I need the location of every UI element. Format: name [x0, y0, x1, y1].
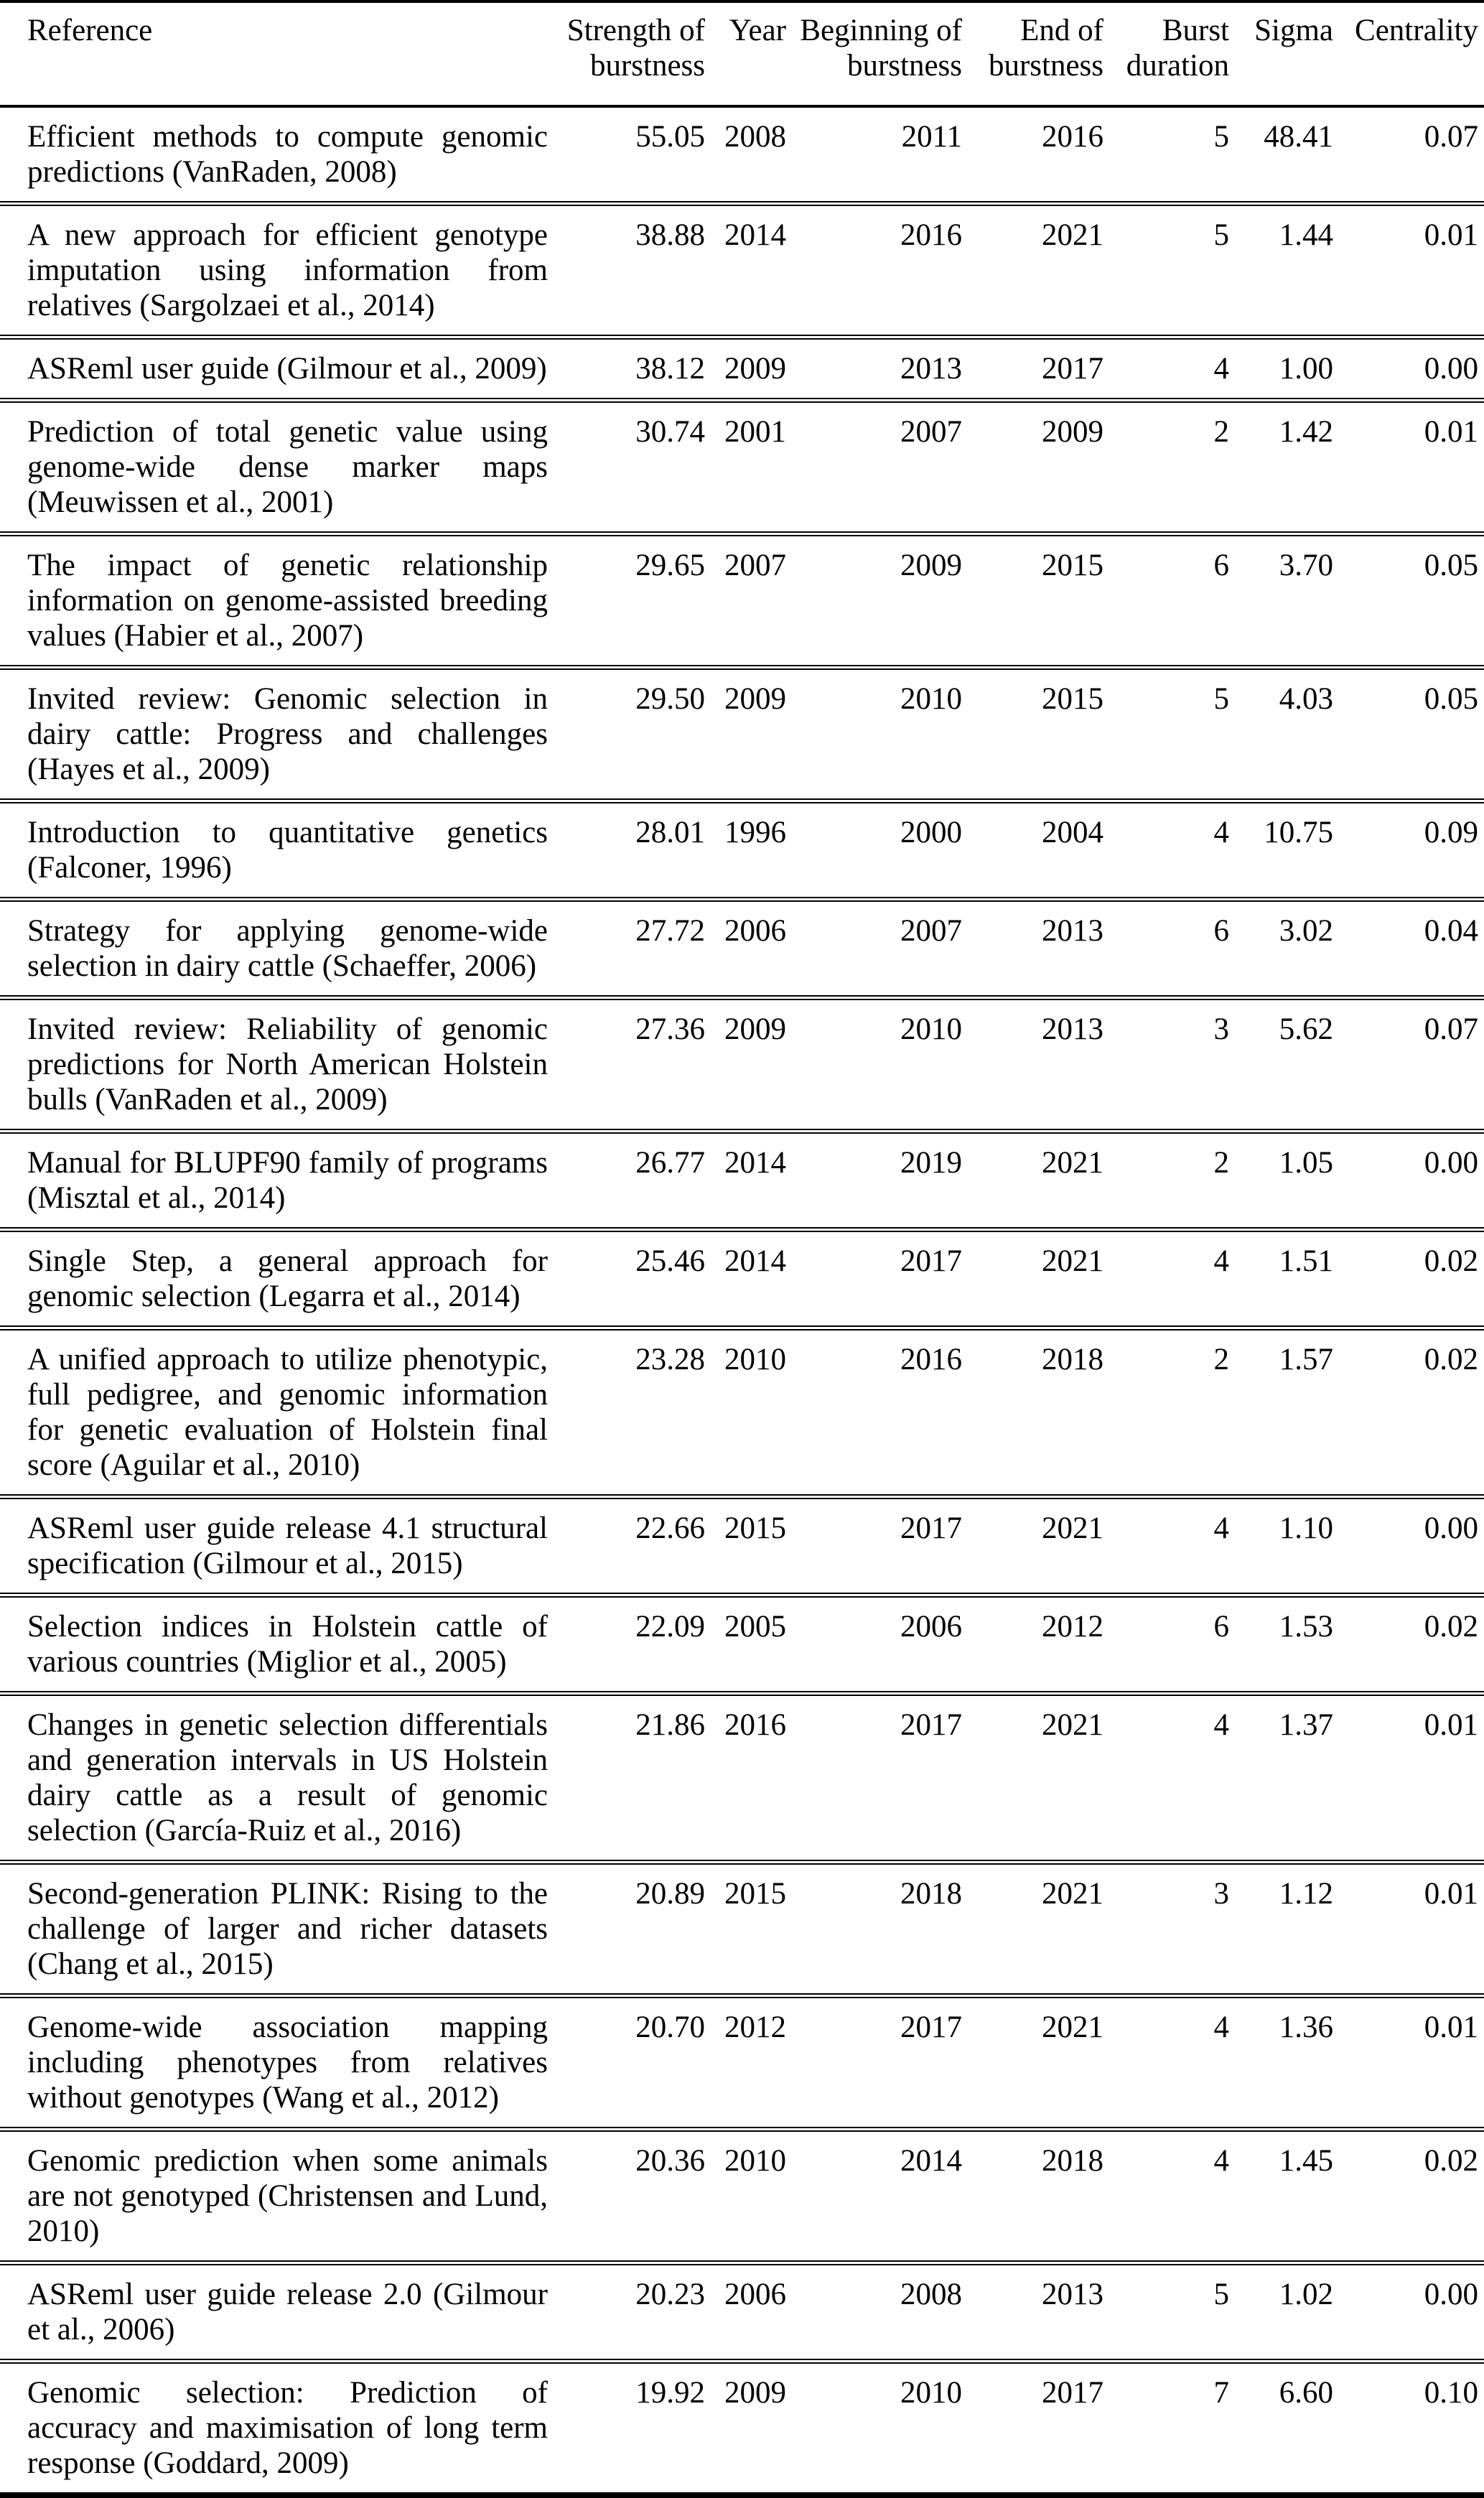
- cell-sigma: 1.37: [1229, 1694, 1333, 1863]
- cell-burst-duration: 5: [1103, 204, 1229, 337]
- table-row: [0, 668, 1484, 801]
- cell-centrality: 0.05: [1333, 534, 1484, 668]
- cell-beginning-of-burstness: 2016: [786, 204, 962, 337]
- cell-reference: Invited review: Reliability of genomic predictions for North American Holstein bulls (VanRaden et al., 2009): [0, 998, 561, 1132]
- cell-reference: Changes in genetic selection differentials and generation intervals in US Holstein dairy cattle as a result of genomic selection (García-Ruiz et al., 2016): [0, 1694, 561, 1863]
- column-header-reference: [0, 1, 561, 106]
- cell-centrality: 0.00: [1333, 1132, 1484, 1230]
- cell-beginning-of-burstness: 2013: [786, 337, 962, 401]
- column-header-sigma: [1229, 1, 1333, 106]
- cell-beginning-of-burstness: 2017: [786, 1497, 962, 1595]
- cell-end-of-burstness: 2021: [962, 1230, 1103, 1328]
- cell-beginning-of-burstness: 2017: [786, 1694, 962, 1863]
- cell-beginning-of-burstness: 2010: [786, 668, 962, 801]
- cell-strength-of-burstness: 30.74: [561, 401, 705, 534]
- cell-sigma: 1.02: [1229, 2263, 1333, 2362]
- cell-end-of-burstness: 2021: [962, 1863, 1103, 1996]
- cell-end-of-burstness: 2021: [962, 1132, 1103, 1230]
- cell-end-of-burstness: 2016: [1042, 120, 1103, 154]
- cell-end-of-burstness: 2013: [962, 998, 1103, 1132]
- cell-year: 2009: [705, 337, 786, 401]
- cell-centrality: 0.00: [1333, 2263, 1484, 2362]
- column-header-label: Reference: [27, 14, 153, 47]
- cell-reference: A unified approach to utilize phenotypic, full pedigree, and genomic information for genetic evaluation of Holstein final score (Aguilar et al., 2010): [0, 1328, 561, 1497]
- cell-year: 2016: [705, 1694, 786, 1863]
- cell-centrality: 0.04: [1333, 900, 1484, 998]
- cell-sigma: 1.10: [1229, 1497, 1333, 1595]
- cell-beginning-of-burstness: 2019: [786, 1132, 962, 1230]
- cell-centrality: 0.02: [1333, 1595, 1484, 1694]
- table-row: [0, 204, 1484, 337]
- cell-year: 1996: [705, 801, 786, 900]
- cell-strength-of-burstness: 25.46: [561, 1230, 705, 1328]
- cell-reference: Genome-wide association mapping including phenotypes from relatives without genotypes (Wang et al., 2012): [0, 1996, 561, 2130]
- cell-year: 2015: [705, 1497, 786, 1595]
- cell-sigma: 5.62: [1229, 998, 1333, 1132]
- cell-centrality: 0.01: [1333, 1996, 1484, 2130]
- cell-year: 2008: [724, 120, 786, 154]
- table-row: [0, 2263, 1484, 2362]
- cell-strength-of-burstness: 55.05: [635, 120, 705, 154]
- cell-reference: Second-generation PLINK: Rising to the challenge of larger and richer datasets (Chang et al., 2015): [0, 1863, 561, 1996]
- table-row: [0, 1694, 1484, 1863]
- column-header-label: Year: [729, 14, 786, 47]
- cell-end-of-burstness: 2012: [962, 1595, 1103, 1694]
- cell-centrality: 0.07: [1333, 998, 1484, 1132]
- table-row: [0, 998, 1484, 1132]
- cell-year: 2009: [705, 668, 786, 801]
- cell-burst-duration: 3: [1103, 998, 1229, 1132]
- cell-sigma: 1.44: [1229, 204, 1333, 337]
- table-row: [0, 801, 1484, 900]
- cell-strength-of-burstness: 20.36: [561, 2130, 705, 2263]
- cell-sigma: 1.00: [1229, 337, 1333, 401]
- cell-end-of-burstness: 2018: [962, 1328, 1103, 1497]
- cell-burst-duration: 2: [1103, 1328, 1229, 1497]
- cell-centrality: 0.02: [1333, 2130, 1484, 2263]
- cell-centrality: 0.09: [1333, 801, 1484, 900]
- cell-centrality: 0.01: [1333, 204, 1484, 337]
- cell-strength-of-burstness: 29.65: [561, 534, 705, 668]
- cell-centrality: 0.01: [1333, 1694, 1484, 1863]
- column-header-label: Burst: [1162, 14, 1229, 47]
- cell-sigma: 1.53: [1229, 1595, 1333, 1694]
- cell-centrality: 0.05: [1333, 668, 1484, 801]
- cell-sigma: 1.36: [1229, 1996, 1333, 2130]
- table-row: [0, 1328, 1484, 1497]
- table-row: [0, 1996, 1484, 2130]
- table-row: [0, 401, 1484, 534]
- cell-sigma: 3.70: [1229, 534, 1333, 668]
- cell-beginning-of-burstness: 2000: [786, 801, 962, 900]
- cell-year: 2005: [705, 1595, 786, 1694]
- column-header-centrality: [1333, 1, 1484, 106]
- table-row: [0, 900, 1484, 998]
- cell-centrality: 0.10: [1333, 2362, 1484, 2496]
- cell-burst-duration: 7: [1103, 2362, 1229, 2496]
- table-row: [0, 2130, 1484, 2263]
- cell-sigma: 1.57: [1229, 1328, 1333, 1497]
- table-row: [0, 1863, 1484, 1996]
- cell-end-of-burstness: 2017: [962, 2362, 1103, 2496]
- cell-beginning-of-burstness: 2010: [786, 2362, 962, 2496]
- cell-burst-duration: 6: [1103, 534, 1229, 668]
- cell-reference: ASReml user guide (Gilmour et al., 2009): [0, 337, 561, 401]
- table-row: [0, 534, 1484, 668]
- cell-sigma: 3.02: [1229, 900, 1333, 998]
- cell-strength-of-burstness: 28.01: [561, 801, 705, 900]
- cell-reference: Selection indices in Holstein cattle of various countries (Miglior et al., 2005): [0, 1595, 561, 1694]
- cell-year: 2015: [705, 1863, 786, 1996]
- cell-sigma: 6.60: [1229, 2362, 1333, 2496]
- table-row: [0, 1230, 1484, 1328]
- cell-burst-duration: 5: [1213, 120, 1229, 154]
- cell-reference: Invited review: Genomic selection in dairy cattle: Progress and challenges (Hayes et al., 2009): [0, 668, 561, 801]
- cell-beginning-of-burstness: 2007: [786, 900, 962, 998]
- cell-burst-duration: 4: [1103, 1694, 1229, 1863]
- cell-strength-of-burstness: 19.92: [561, 2362, 705, 2496]
- table-row: [0, 2362, 1484, 2496]
- cell-beginning-of-burstness: 2008: [786, 2263, 962, 2362]
- cell-burst-duration: 3: [1103, 1863, 1229, 1996]
- table-header: [0, 1, 1484, 106]
- cell-year: 2010: [705, 1328, 786, 1497]
- cell-sigma: 1.42: [1229, 401, 1333, 534]
- cell-sigma: 1.45: [1229, 2130, 1333, 2263]
- cell-year: 2007: [705, 534, 786, 668]
- cell-reference: Strategy for applying genome-wide selection in dairy cattle (Schaeffer, 2006): [0, 900, 561, 998]
- cell-end-of-burstness: 2004: [962, 801, 1103, 900]
- cell-sigma: 10.75: [1229, 801, 1333, 900]
- cell-burst-duration: 4: [1103, 1497, 1229, 1595]
- header-row: [0, 1, 1484, 106]
- column-header-end-of-burstness: End of burstness: [962, 1, 1103, 106]
- column-header-year: [705, 1, 786, 106]
- column-header-strength-of-burstness: Strength of burstness: [561, 1, 705, 106]
- cell-burst-duration: 6: [1103, 900, 1229, 998]
- cell-burst-duration: 4: [1103, 1230, 1229, 1328]
- cell-reference: Introduction to quantitative genetics (Falconer, 1996): [0, 801, 561, 900]
- cell-burst-duration: 4: [1103, 801, 1229, 900]
- column-header-label: Beginning of: [800, 14, 962, 47]
- cell-year: 2014: [705, 204, 786, 337]
- cell-strength-of-burstness: 38.12: [561, 337, 705, 401]
- cell-strength-of-burstness: 23.28: [561, 1328, 705, 1497]
- cell-end-of-burstness: 2009: [962, 401, 1103, 534]
- cell-burst-duration: 2: [1103, 401, 1229, 534]
- cell-sigma: 1.12: [1229, 1863, 1333, 1996]
- cell-year: 2014: [705, 1230, 786, 1328]
- cell-end-of-burstness: 2021: [962, 1996, 1103, 2130]
- cell-strength-of-burstness: 38.88: [561, 204, 705, 337]
- cell-burst-duration: 4: [1103, 1996, 1229, 2130]
- cell-beginning-of-burstness: 2014: [786, 2130, 962, 2263]
- column-header-label: Centrality: [1355, 14, 1478, 47]
- cell-centrality: 0.02: [1333, 1230, 1484, 1328]
- cell-strength-of-burstness: 22.09: [561, 1595, 705, 1694]
- cell-year: 2009: [705, 998, 786, 1132]
- cell-burst-duration: 4: [1103, 337, 1229, 401]
- cell-centrality: 0.07: [1424, 120, 1478, 154]
- cell-end-of-burstness: 2021: [962, 1694, 1103, 1863]
- column-header-beginning-of-burstness: Beginning of burstness: [786, 1, 962, 106]
- cell-beginning-of-burstness: 2006: [786, 1595, 962, 1694]
- cell-end-of-burstness: 2015: [962, 534, 1103, 668]
- cell-centrality: 0.00: [1333, 1497, 1484, 1595]
- cell-year: 2014: [705, 1132, 786, 1230]
- cell-reference: Manual for BLUPF90 family of programs (Misztal et al., 2014): [0, 1132, 561, 1230]
- table-row: [0, 1595, 1484, 1694]
- cell-strength-of-burstness: 22.66: [561, 1497, 705, 1595]
- cell-sigma: 48.41: [1264, 120, 1333, 154]
- cell-burst-duration: 5: [1103, 668, 1229, 801]
- cell-strength-of-burstness: 26.77: [561, 1132, 705, 1230]
- cell-reference: ASReml user guide release 4.1 structural specification (Gilmour et al., 2015): [0, 1497, 561, 1595]
- table-row: [0, 106, 1484, 204]
- cell-end-of-burstness: 2017: [962, 337, 1103, 401]
- cell-sigma: 1.51: [1229, 1230, 1333, 1328]
- cell-centrality: 0.00: [1333, 337, 1484, 401]
- column-header-label: Strength of: [566, 14, 705, 47]
- cell-beginning-of-burstness: 2011: [901, 120, 962, 154]
- cell-beginning-of-burstness: 2017: [786, 1996, 962, 2130]
- cell-end-of-burstness: 2015: [962, 668, 1103, 801]
- cell-reference: Single Step, a general approach for genomic selection (Legarra et al., 2014): [0, 1230, 561, 1328]
- cell-reference: Genomic prediction when some animals are not genotyped (Christensen and Lund, 2010): [0, 2130, 561, 2263]
- cell-beginning-of-burstness: 2007: [786, 401, 962, 534]
- cell-reference: Genomic selection: Prediction of accuracy and maximisation of long term response (Goddard, 2009): [0, 2362, 561, 2496]
- cell-strength-of-burstness: 20.89: [561, 1863, 705, 1996]
- cell-centrality: 0.01: [1333, 401, 1484, 534]
- table-row: [0, 1497, 1484, 1595]
- cell-reference: Prediction of total genetic value using genome-wide dense marker maps (Meuwissen et al., 2001): [0, 401, 561, 534]
- column-header-burst-duration: Burst duration: [1103, 1, 1229, 106]
- cell-end-of-burstness: 2013: [962, 2263, 1103, 2362]
- cell-year: 2006: [705, 2263, 786, 2362]
- cell-end-of-burstness: 2021: [962, 1497, 1103, 1595]
- cell-end-of-burstness: 2021: [962, 204, 1103, 337]
- column-header-label: Sigma: [1254, 14, 1333, 47]
- table-row: [0, 1132, 1484, 1230]
- table-body: [0, 106, 1484, 2495]
- cell-centrality: 0.01: [1333, 1863, 1484, 1996]
- cell-beginning-of-burstness: 2009: [786, 534, 962, 668]
- cell-burst-duration: 6: [1103, 1595, 1229, 1694]
- cell-strength-of-burstness: 21.86: [561, 1694, 705, 1863]
- cell-reference: ASReml user guide release 2.0 (Gilmour et al., 2006): [0, 2263, 561, 2362]
- cell-reference: Efficient methods to compute genomic predictions (VanRaden, 2008): [27, 120, 548, 189]
- cell-reference: The impact of genetic relationship information on genome-assisted breeding values (Habier et al., 2007): [0, 534, 561, 668]
- cell-strength-of-burstness: 20.23: [561, 2263, 705, 2362]
- cell-sigma: 1.05: [1229, 1132, 1333, 1230]
- cell-strength-of-burstness: 27.72: [561, 900, 705, 998]
- cell-year: 2012: [705, 1996, 786, 2130]
- cell-centrality: 0.02: [1333, 1328, 1484, 1497]
- cell-beginning-of-burstness: 2018: [786, 1863, 962, 1996]
- cell-beginning-of-burstness: 2010: [786, 998, 962, 1132]
- column-header-label: End of: [1020, 14, 1103, 47]
- cell-sigma: 4.03: [1229, 668, 1333, 801]
- cell-strength-of-burstness: 29.50: [561, 668, 705, 801]
- cell-beginning-of-burstness: 2017: [786, 1230, 962, 1328]
- cell-burst-duration: 4: [1103, 2130, 1229, 2263]
- cell-strength-of-burstness: 20.70: [561, 1996, 705, 2130]
- cell-end-of-burstness: 2013: [962, 900, 1103, 998]
- cell-beginning-of-burstness: 2016: [786, 1328, 962, 1497]
- cell-strength-of-burstness: 27.36: [561, 998, 705, 1132]
- cell-year: 2006: [705, 900, 786, 998]
- cell-burst-duration: 5: [1103, 2263, 1229, 2362]
- cell-year: 2009: [705, 2362, 786, 2496]
- cell-burst-duration: 2: [1103, 1132, 1229, 1230]
- cell-year: 2010: [705, 2130, 786, 2263]
- cell-reference: A new approach for efficient genotype imputation using information from relatives (Sargolzaei et al., 2014): [0, 204, 561, 337]
- table-row: [0, 337, 1484, 401]
- cell-year: 2001: [705, 401, 786, 534]
- cell-end-of-burstness: 2018: [962, 2130, 1103, 2263]
